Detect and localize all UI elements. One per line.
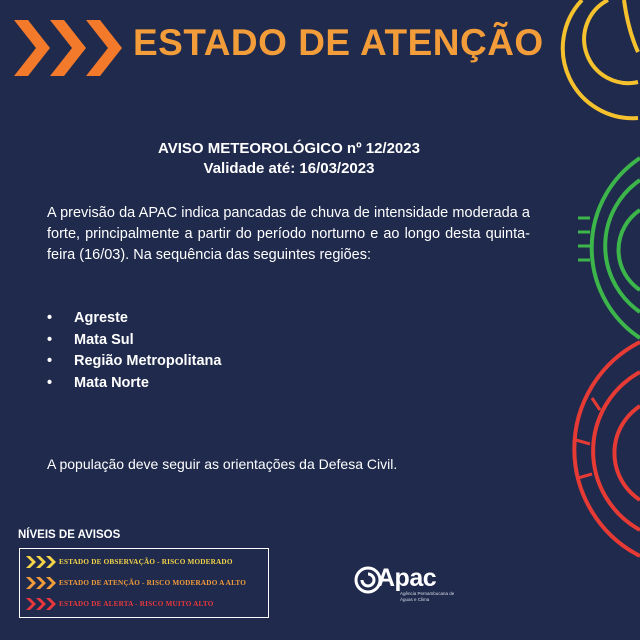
region-name: Agreste: [74, 310, 128, 326]
red-chevrons-icon: [26, 597, 56, 611]
level-label: ESTADO DE OBSERVAÇÃO - RISCO MODERADO: [59, 558, 233, 566]
bullet-icon: •: [47, 310, 53, 326]
notice-title: [0, 139, 578, 179]
bullet-icon: •: [47, 374, 53, 391]
region-name: Mata Sul: [74, 331, 134, 348]
notice-validity: Validade até: 16/03/2023: [203, 160, 375, 177]
forecast-text: A previsão da APAC indica pancadas de chuva de intensidade moderada a forte, principalmente a partir do período norturno e ao longo desta quinta-feira (16/03). Na sequência das seguintes regiões:: [47, 205, 530, 263]
regions-list: [47, 308, 221, 394]
apac-logo: [353, 561, 463, 611]
logo-name: Apac: [377, 564, 437, 592]
yellow-chevrons-icon: [26, 555, 56, 569]
list-item: [47, 373, 221, 395]
levels-title: NÍVEIS DE AVISOS: [18, 529, 121, 541]
list-item: [47, 330, 221, 352]
decorative-signal-arcs-icon: [520, 0, 640, 640]
orange-chevrons-icon: [26, 576, 56, 590]
region-name: Mata Norte: [74, 374, 149, 391]
notice-number: AVISO METEOROLÓGICO nº 12/2023: [158, 140, 420, 157]
bullet-icon: •: [47, 353, 53, 369]
chevrons-icon: [14, 18, 126, 78]
header-title: ESTADO DE ATENÇÃO: [133, 22, 544, 63]
level-observation: [26, 553, 233, 571]
civil-defense-note: A população deve seguir as orientações da Defesa Civil.: [47, 456, 398, 472]
list-item: [47, 351, 221, 373]
level-attention: [26, 574, 246, 592]
logo-subtitle: Agência Pernambucana de Águas e Clima: [400, 591, 455, 602]
region-name: Região Metropolitana: [74, 353, 222, 369]
levels-legend: [19, 548, 269, 618]
level-alert: [26, 595, 214, 613]
list-item: [47, 308, 221, 330]
level-label: ESTADO DE ATENÇÃO - RISCO MODERADO A ALTO: [59, 579, 247, 587]
bullet-icon: •: [47, 331, 53, 348]
level-label: ESTADO DE ALERTA - RISCO MUITO ALTO: [59, 600, 214, 608]
